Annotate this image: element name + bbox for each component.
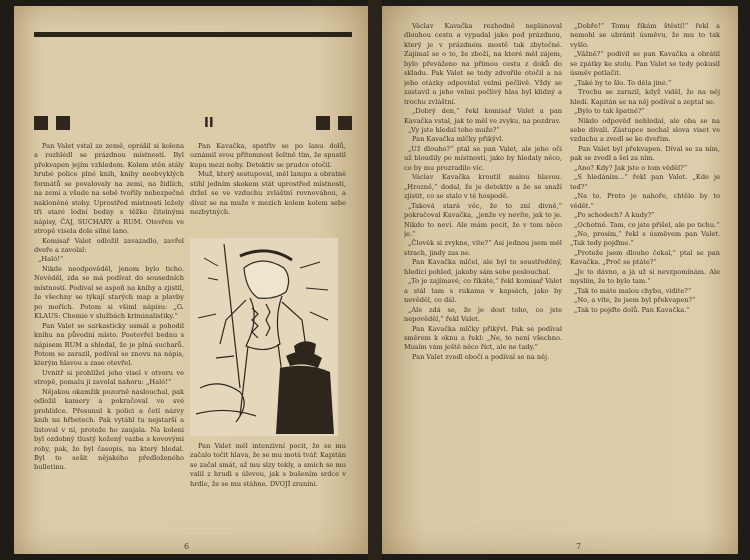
paragraph: Pan Kavačka mlčky přikývl.	[412, 135, 504, 144]
paragraph: Pan Kavačka mlčel, ale byl to soustředěný, hledící pohled, jakoby sám sebe poslouchal.	[404, 258, 562, 276]
left-text-column-2-bottom	[190, 442, 346, 540]
paragraph: „S hledáním...“ řekl pan Valet. „Kde je teď?“	[570, 173, 720, 191]
paragraph: „Ochotně. Tam, co jste přišel, ale po tichu.“	[574, 220, 720, 229]
right-text-column-1	[404, 22, 562, 540]
paragraph: „Také by to šlo. To děla jiné.“	[574, 78, 672, 87]
paragraph: „Ano? Kdy? Jak jste o tom věděl?“	[574, 163, 688, 172]
paragraph: „Tak to máte malou chybu, vidíte?“	[574, 286, 692, 295]
top-rule	[34, 32, 352, 37]
right-text-column-2	[570, 22, 720, 540]
paragraph: Komisař Valet odložil zavazadlo, zavřel dveře a zavolal:	[34, 236, 184, 254]
paragraph: Pan Valet byl překvapen. Díval se za ním, pak se zvedl a šel za ním.	[570, 144, 720, 163]
paragraph: Pan Valet měl intenzivní pocit, že se mu začalo točit hlava, že se mu motá tvář. Kapitán se začal smát, až mu slzy tekly, a smích se mu valil z hrudi s úlevou, jak s bušením srdce v hrdle, že se mu stáhne. DVOJÍ zraníni.	[190, 442, 346, 488]
paragraph: „To je zajímavé, co říkáte,“ řekl komisař Valet a stál tam s rukama v kapsách, jako by nevěděl, co dál.	[404, 277, 562, 305]
paragraph: „Protože jsem dlouho čekal,“ ptal se pan Kavačka. „Proč se ptáte?“	[570, 248, 720, 267]
paragraph: Uvnitř si prohlížel jeho visel v otvoru ve stropě, pomalu ji zavolal nahoru: „Haló!“	[34, 368, 184, 387]
paragraph: Pan Valet se sarkasticky usmál a pohodil knihu na původní místo. Pootevřel bednu s nápisem RUM a shledal, že je plná sucharů. Potom se zarazil, podíval se znovu na nápis, kterým hlavou a zase otevřel.	[34, 321, 184, 368]
book-gutter	[368, 0, 382, 560]
paragraph: „Vážně?“ podivil se pan Kavačka a obrátil se zpátky ke stolu. Pan Valet se tedy pokusil úsměv potlačit.	[570, 50, 720, 78]
divider-block	[338, 116, 352, 130]
paragraph: Trochu se zarazil, když viděl, že na něj hledí. Kapitán se na něj podíval a zeptal se.	[570, 88, 720, 106]
paragraph: Muž, který sestupoval, měl lampu a obratně stihl jedním skokem stát uprostřed místnosti, držel se ve vzduchu zvláštní rovnováhou, a dívat se na muže v mezích kolem kolem sebe nezbytných.	[190, 170, 346, 217]
paragraph: „Dobře!“ Tomu říkám štěstí!“ řekl a nemohl se ubránit úsměvu, že mu to tak vyšlo.	[570, 22, 720, 49]
paragraph: „Dobrý den,“ řekl komisař Valet a pan Kavačka vstal, jak to měl ve zvyku, na pozdrav.	[404, 107, 562, 125]
paragraph: Pan Valet zvedl obočí a podíval se na něj.	[412, 352, 550, 361]
left-text-column-1	[34, 142, 184, 540]
left-page	[14, 6, 368, 554]
paragraph: „Taková stará věc, že to zní divně,“ pokračoval Kavačka, „jenže vy nevíte, jak to je. Nikdo to neví. Ale mám pocit, že v tom něco je.“	[404, 201, 562, 238]
paragraph: Pan Kavačka, spatřiv se po lanu dolů, oznámil svou přítomnost šeltně tím, že spustil kupu mezi nohy. Detektiv se prudce otočil.	[190, 142, 346, 169]
paragraph: Nikdo odpověď nehledal, ale oba se na sebe dívali. Zástupce nechal slova viset ve vzduchu a zvedl se ke dveřím.	[570, 116, 720, 144]
page-number: 6	[184, 542, 190, 551]
paragraph: Nějakou okamžik pozorně naslouchal, pak odložil kamery a pokračoval ve své prohlídce. Přesunul k polici a četl názvy knih na hřbetech. Pak vytáhl tu nejstarší a listoval v ní, protože ho zaujala. Na koleni byl ozdobný tlustý kožený vazba s kovovými rohy, pak, že byl časopis, na který hledal. Byl to sešit nějakého předloženého bulletinu.	[34, 387, 184, 472]
paragraph: Pan Valet vstal ze země, oprášil si kolena a rozhlédl se prázdnou místností. Byl překvapen jejím vzhledem. Kolem stěn stály hrubé police plné knih, knihy neobvyklých formátů se povalovaly na zemi, na židlích, na zemi a všude na sobě tvořily nebezpečné nakloněné stohy. Uprostřed místnosti ležely tři staré lodní bedny s těžko čitelnými nápisy, ČAJ, SUCHARY a RUM. Otevřen ve stropě visela dole silné lano.	[34, 142, 184, 236]
paragraph: „Vy jste hledal toho muže?“	[408, 125, 500, 134]
right-page	[382, 6, 738, 554]
left-text-column-2-top	[190, 142, 346, 234]
paragraph: Václav Kavačka kroutil malou hlavou. „Hrozně,“ dodal, že je detektiv a že se snaží zjistit, co se stalo v té hospodě.	[404, 173, 562, 201]
paragraph: „No, prosím,“ řekl s úsměvem pan Valet. „Tak tedy pojďme.“	[570, 229, 720, 248]
chapter-number: II	[204, 116, 214, 131]
paragraph: „Bylo to tak špatné?“	[574, 107, 645, 116]
paragraph: Václav Kavačka rozhodně neplánoval dlouhou cestu a vypadal jako pod prázdnou, který je v prázdném mostě tak zbytečné. Zajímal se o to, že zboží, na které měl zájem, bylo převáženo na přímou cestu z doků do skladu. Pak Valet se tedy zdvořile otočil a na jeho otázky odpovídal velmi pečlivě. Vždy se zastavil a jeho velmi pečlivý hlas byl klidný a trochu zvláštní.	[404, 22, 562, 106]
paragraph: „No, a víte, že jsem byl překvapen?“	[574, 296, 696, 305]
divider-block	[316, 116, 330, 130]
paragraph: Nikde neodpověděl, jenom bylo ticho. Nevěděl, zda se má podívat do sousedních místností. Podíval se aspoň na knihy a zjistil, že všechny se týkají starých map a plavby po mořích. Potom si všiml nápisu: „G. KLAUS: Chemie v službách kriminalistiky.“	[34, 264, 184, 321]
paragraph: „Haló!“	[38, 255, 64, 264]
paragraph: Pan Kavačka mlčky přikývl. Pak se podíval směrem k oknu a řekl: „Ne, to není všechno. Musím vám ještě něco říct, ale ne tady.“	[404, 324, 562, 352]
divider-block	[56, 116, 70, 130]
paragraph: „Tak to pojďte dolů. Pan Kavačka.“	[574, 305, 690, 314]
paragraph: „Je to dávno, a já už si nevzpomínám. Ale myslím, že to bylo tam.“	[570, 267, 720, 286]
paragraph: „Ale zdá se, že je dost toho, co jste nepověděl,“ řekl Valet.	[404, 305, 562, 324]
page-number: 7	[576, 542, 582, 551]
sailor-illustration	[190, 238, 338, 436]
paragraph: „Člověk si zvykne, víte?“ Asi jednou jsem měl strach, jindy zas ne.	[404, 239, 562, 257]
paragraph: „Po schodech? A kudy?“	[574, 211, 655, 220]
paragraph: „Už dlouho?“ ptal se pan Valet, ale jeho oči už bloudily po místnosti, jako by hledaly něco, co by mu prozradilo víc.	[404, 144, 562, 172]
paragraph: „Na to. Proto je nahoře, chtělo by to vědět.“	[570, 192, 720, 210]
chapter-divider	[34, 116, 352, 130]
divider-block	[34, 116, 48, 130]
